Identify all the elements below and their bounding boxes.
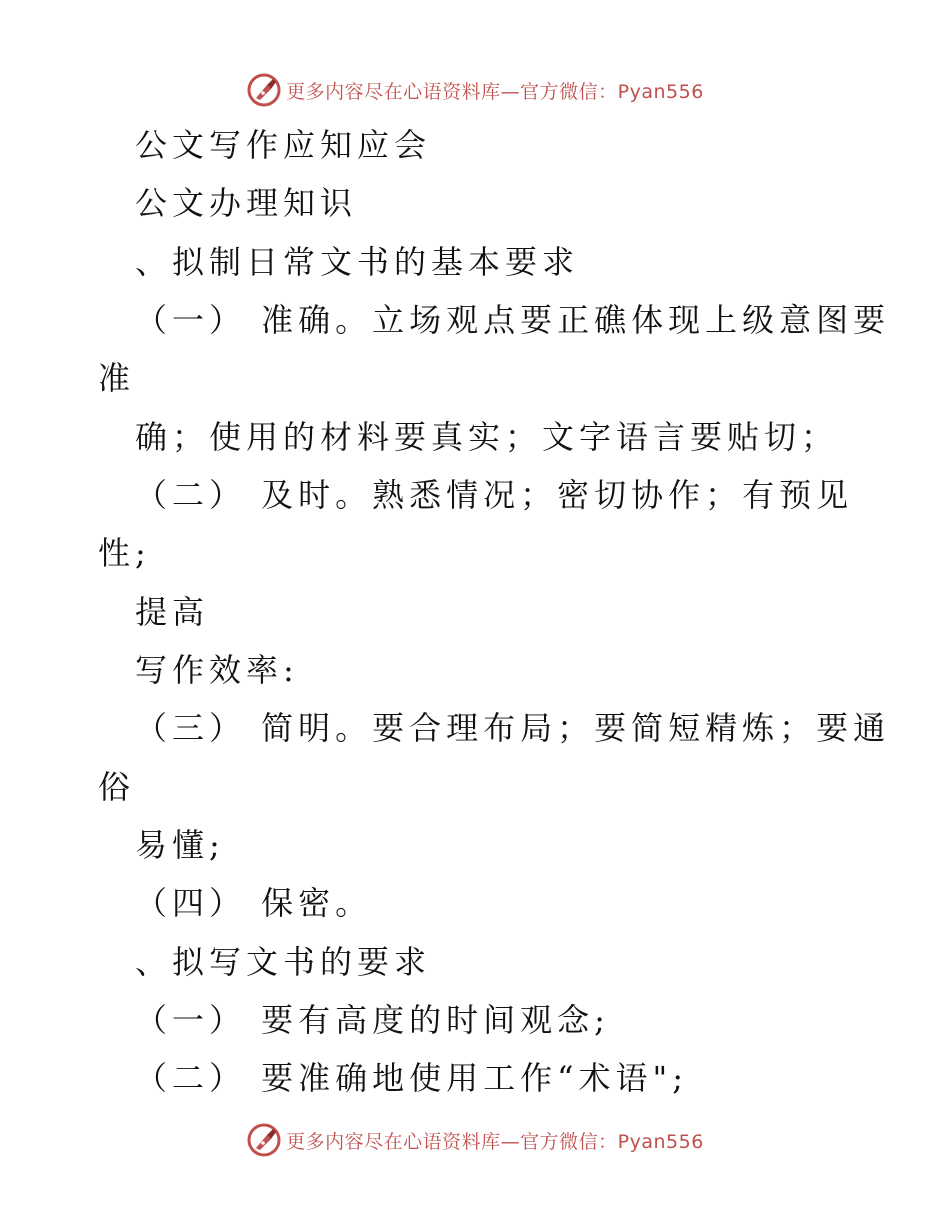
text-line: （二） 及时。熟悉情况；密切协作；有预见 bbox=[135, 476, 854, 514]
text-line: 提高 bbox=[135, 593, 210, 631]
text-line: （二） 要准确地使用工作“术语"; bbox=[135, 1059, 689, 1097]
text-line: 易懂; bbox=[135, 826, 225, 864]
section-heading: 公文办理知识 bbox=[135, 184, 358, 222]
text-line: 写作效率: bbox=[135, 651, 299, 689]
subsection-heading: 、拟制日常文书的基本要求 bbox=[135, 243, 580, 281]
pen-nib-logo-icon bbox=[246, 1122, 282, 1158]
text-line: 确；使用的材料要真实；文字语言要贴切； bbox=[135, 418, 839, 456]
footer-watermark bbox=[0, 1120, 950, 1160]
text-line: （四） 保密。 bbox=[135, 884, 373, 922]
text-line: 俗 bbox=[98, 768, 136, 806]
text-line: 性; bbox=[98, 534, 151, 572]
text-line: 准 bbox=[98, 359, 136, 397]
subsection-heading: 、拟写文书的要求 bbox=[135, 943, 432, 981]
watermark-text: 更多内容尽在心语资料库—官方微信：Pyan556 bbox=[286, 80, 704, 103]
text-line: （一） 准确。立场观点要正礁体现上级意图要 bbox=[135, 301, 891, 339]
watermark-text: 更多内容尽在心语资料库—官方微信：Pyan556 bbox=[286, 1130, 704, 1153]
doc-title: 公文写作应知应会 bbox=[135, 126, 432, 164]
text-line: （一） 要有高度的时间观念; bbox=[135, 1001, 610, 1039]
text-line: （三） 简明。要合理布局；要简短精炼；要通 bbox=[135, 709, 891, 747]
